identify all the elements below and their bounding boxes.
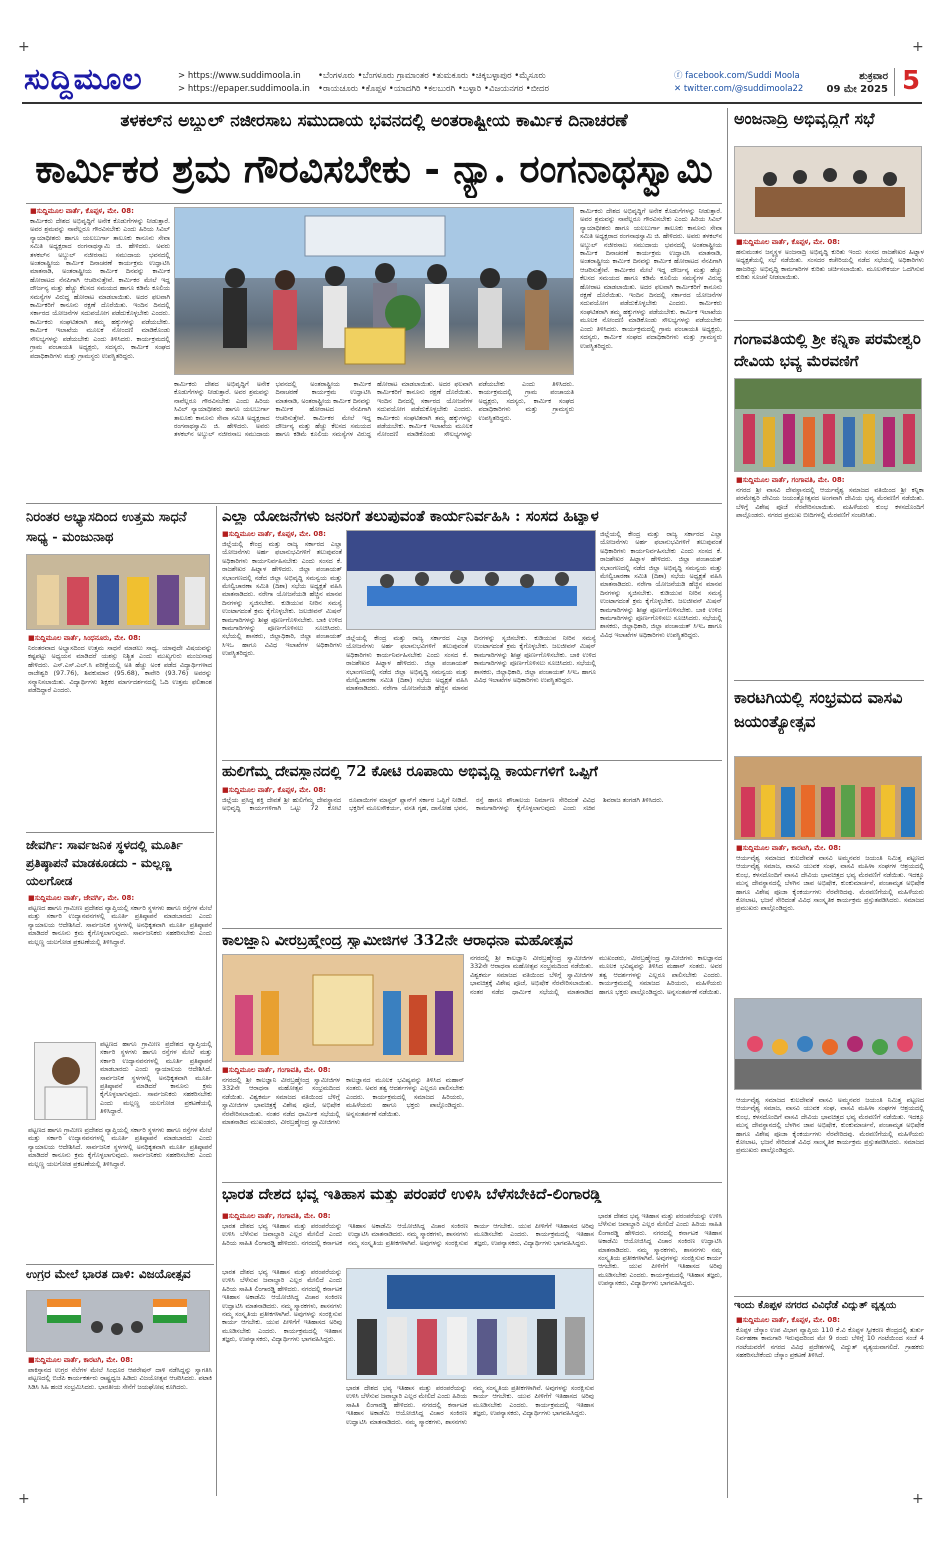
twitter-link[interactable] (674, 83, 804, 96)
right-vasavi-headline: ಕಾರಟಗಿಯಲ್ಲಿ ಸಂಭ್ರಮದ ವಾಸವಿ ಜಯಂತ್ಯೋತ್ಸವ (734, 688, 903, 731)
right-vasavi-byline: ■ಸುದ್ದಿಮೂಲ ವಾರ್ತೆ, ಕಾರಟಗಿ, ಮೇ. 08: (736, 844, 841, 852)
left-statue-body-wrap: ಪಟ್ಟಣದ ಹಾಗೂ ಗ್ರಾಮೀಣ ಪ್ರದೇಶದ ವ್ಯಾಪ್ತಿಯಲ್ಲಿ ಸರ್ಕಾರಿ ಸ್ಥಳಗಳು ಹಾಗೂ ರಸ್ತೆಗಳ ಮೇಲೆ ಮತ್ತು ಸರ್ಕಾರಿ ಉದ್ಯಾನವನಗಳಲ್ಲಿ ಮೂರ್ತಿ ಪ್ರತಿಷ್ಠಾಪನೆ ಮಾಡಬಾರದು ಎಂದು ನ್ಯಾಯಾಲಯ ಆದೇಶಿಸಿದೆ. ಸಾರ್ವಜನಿಕ ಸ್ಥಳಗಳಲ್ಲಿ ಅನಧಿಕೃತವಾಗಿ ಮೂರ್ತಿ ಪ್ರತಿಷ್ಠಾಪನೆ ಮಾಡಿದರೆ ಕಾನೂನು ಕ್ರಮ ಕೈಗೊಳ್ಳಲಾಗುವುದು. ಸಾರ್ವಜನಿಕರು ಸಹಕರಿಸಬೇಕು ಎಂದು ಮಲ್ಲಣ್ಣ ಯಲಗೋಡ ಪ್ರಕಟಣೆಯಲ್ಲಿ ತಿಳಿಸಿದ್ದಾರೆ. (100, 1040, 212, 1116)
seminar-image (347, 1269, 594, 1380)
mid-kalajnani-text: ನಗರದಲ್ಲಿ ಶ್ರೀ ಕಾಲಜ್ಞಾನಿ ವೀರಬ್ರಹ್ಮೇಂದ್ರ ಸ್ವಾಮೀಜಿಗಳ 332ನೇ ಆರಾಧನಾ ಮಹೋತ್ಸವ ಸಂಭ್ರಮದಿಂದ ನಡೆಯಿತು. ವಿಶ್ವಕರ್ಮ ಸಮಾಜದ ವತಿಯಿಂದ ಬೆಳಿಗ್ಗೆ ಸ್ವಾಮೀಜಿಗಳ ಭಾವಚಿತ್ರಕ್ಕೆ ವಿಶೇಷ ಪೂಜೆ, ಅಭಿಷೇಕ ನೆರವೇರಿಸಲಾಯಿತು. ನಂತರ ನಡೆದ ಧಾರ್ಮಿಕ ಸಭೆಯಲ್ಲಿ ಮಾತನಾಡಿದ ಮುಖಂಡರು, ವೀರಬ್ರಹ್ಮೇಂದ್ರ ಸ್ವಾಮೀಜಿಗಳು ಕಾಲಜ್ಞಾನದ ಮೂಲಕ ಭವಿಷ್ಯವನ್ನು ತಿಳಿಸಿದ ಮಹಾನ್ ಸಂತರು. ಅವರ ತತ್ವ ಆದರ್ಶಗಳನ್ನು ಎಲ್ಲರೂ ಪಾಲಿಸಬೇಕು ಎಂದರು. ಕಾರ್ಯಕ್ರಮದಲ್ಲಿ ಸಮಾಜದ ಹಿರಿಯರು, ಮಹಿಳೆಯರು ಹಾಗೂ ಭಕ್ತರು ಪಾಲ್ಗೊಂಡಿದ್ದರು. ಅನ್ನಸಂತರ್ಪಣೆ ನಡೆಯಿತು. (222, 1076, 464, 1127)
left-study-body: ನಿರಂತರವಾದ ಅಭ್ಯಾಸದಿಂದ ಉತ್ತಮ ಸಾಧನೆ ಮಾಡಲು ಸಾಧ್ಯ. ಯಾವುದೇ ವಿಷಯವನ್ನು ಕಷ್ಟಪಟ್ಟು ಅಧ್ಯಯನ ಮಾಡಿದರೆ ಯಶಸ್ಸು ನಿಶ್ಚಿತ ಎಂದು ಮುಖ್ಯಗುರು ಮಂಜುನಾಥ ಹೇಳಿದರು. ಎಸ್.ಎಸ್.ಎಲ್.ಸಿ ಪರೀಕ್ಷೆಯಲ್ಲಿ ಅತಿ ಹೆಚ್ಚು ಅಂಕ ಪಡೆದ ವಿದ್ಯಾರ್ಥಿಗಳಾದ ರಾಜೇಶ್ವರಿ (97.76), ಶಿವಕುಮಾರ (95.68), ಕಾವೇರಿ (93.76) ಅವರನ್ನು ಸನ್ಮಾನಿಸಲಾಯಿತು. ವಿದ್ಯಾರ್ಥಿಗಳು ಶಿಕ್ಷಕರ ಮಾರ್ಗದರ್ಶನದಲ್ಲಿ ಓದಿ ಉತ್ತಮ ಫಲಿತಾಂಶ ಪಡೆದಿದ್ದಾರೆ ಎಂದರು. (28, 644, 212, 695)
registration-mark: + (912, 1491, 924, 1507)
disha-photo (346, 530, 596, 630)
divider (734, 680, 924, 681)
divider (26, 503, 722, 504)
right-top-headline: ಅಂಜನಾದ್ರಿ ಅಭಿವೃದ್ಧಿಗೆ ಸಭೆ (734, 110, 875, 128)
mid-bharata-headline: ಭಾರತ ದೇಶದ ಭವ್ಯ ಇತಿಹಾಸ ಮತ್ತು ಪರಂಪರೆ ಉಳಿಸಿ ಬೆಳೆಸಬೇಕಿದೆ-ಲಿಂಗಾರಡ್ಡಿ (222, 1186, 602, 1203)
mid-bharata-body-continued: ಭಾರತ ದೇಶದ ಭವ್ಯ ಇತಿಹಾಸ ಮತ್ತು ಪರಂಪರೆಯನ್ನು ಉಳಿಸಿ ಬೆಳೆಸುವ ಜವಾಬ್ದಾರಿ ಎಲ್ಲರ ಮೇಲಿದೆ ಎಂದು ಹಿರಿಯ ಸಾಹಿತಿ ಲಿಂಗಾರಡ್ಡಿ ಹೇಳಿದರು. ನಗರದಲ್ಲಿ ಕರ್ನಾಟಕ ಇತಿಹಾಸ ಅಕಾಡೆಮಿ ಆಯೋಜಿಸಿದ್ದ ವಿಚಾರ ಸಂಕಿರಣ ಉದ್ಘಾಟಿಸಿ ಮಾತನಾಡಿದರು. ನಮ್ಮ ಸ್ಮಾರಕಗಳು, ಶಾಸನಗಳು ನಮ್ಮ ಸಂಸ್ಕೃತಿಯ ಪ್ರತೀಕಗಳಾಗಿವೆ. ಅವುಗಳನ್ನು ಸಂರಕ್ಷಿಸುವ ಕಾರ್ಯ ಆಗಬೇಕು. ಯುವ ಪೀಳಿಗೆಗೆ ಇತಿಹಾಸದ ಅರಿವು ಮೂಡಿಸಬೇಕು ಎಂದರು. ಕಾರ್ಯಕ್ರಮದಲ್ಲಿ ಇತಿಹಾಸ ತಜ್ಞರು, ಉಪನ್ಯಾಸಕರು, ವಿದ್ಯಾರ್ಥಿಗಳು ಭಾಗವಹಿಸಿದ್ದರು. (222, 1268, 342, 1344)
lead-photo (174, 207, 574, 375)
lead-kicker: ತಳಕಲ್‌ನ ಅಬ್ದುಲ್ ನಜೀರಸಾಬ ಸಮುದಾಯ ಭವನದಲ್ಲಿ ಅಂತರಾಷ್ಟ್ರೀಯ ಕಾರ್ಮಿಕ ದಿನಾಚರಣೆ (120, 112, 628, 131)
mid-yojane-byline: ■ಸುದ್ದಿಮೂಲ ವಾರ್ತೆ, ಕೊಪ್ಪಳ, ಮೇ. 08: (222, 530, 326, 538)
puja-image (223, 955, 464, 1062)
website-link[interactable]: > https://www.suddimoola.in (178, 71, 301, 81)
left-flag-byline: ■ಸುದ್ದಿಮೂಲ ವಾರ್ತೆ, ಕಾರಟಗಿ, ಮೇ. 08: (28, 1356, 133, 1364)
mid-yojane-headline: ಎಲ್ಲಾ ಯೋಜನೆಗಳು ಜನರಿಗೆ ತಲುಪುವಂತೆ ಕಾರ್ಯನಿರ್ವಹಿಸಿ : ಸಂಸದ ಹಿಟ್ನಾಳ (222, 508, 599, 525)
mid-bharata-body-column: ಭಾರತ ದೇಶದ ಭವ್ಯ ಇತಿಹಾಸ ಮತ್ತು ಪರಂಪರೆಯನ್ನು ಉಳಿಸಿ ಬೆಳೆಸುವ ಜವಾಬ್ದಾರಿ ಎಲ್ಲರ ಮೇಲಿದೆ ಎಂದು ಹಿರಿಯ ಸಾಹಿತಿ ಲಿಂಗಾರಡ್ಡಿ ಹೇಳಿದರು. ನಗರದಲ್ಲಿ ಕರ್ನಾಟಕ ಇತಿಹಾಸ ಅಕಾಡೆಮಿ ಆಯೋಜಿಸಿದ್ದ ವಿಚಾರ ಸಂಕಿರಣ ಉದ್ಘಾಟಿಸಿ ಮಾತನಾಡಿದರು. ನಮ್ಮ ಸ್ಮಾರಕಗಳು, ಶಾಸನಗಳು ನಮ್ಮ ಸಂಸ್ಕೃತಿಯ ಪ್ರತೀಕಗಳಾಗಿವೆ. ಅವುಗಳನ್ನು ಸಂರಕ್ಷಿಸುವ ಕಾರ್ಯ ಆಗಬೇಕು. ಯುವ ಪೀಳಿಗೆಗೆ ಇತಿಹಾಸದ ಅರಿವು ಮೂಡಿಸಬೇಕು ಎಂದರು. ಕಾರ್ಯಕ್ರಮದಲ್ಲಿ ಇತಿಹಾಸ ತಜ್ಞರು, ಉಪನ್ಯಾಸಕರು, ವಿದ್ಯಾರ್ಥಿಗಳು ಭಾಗವಹಿಸಿದ್ದರು. (598, 1212, 722, 1288)
divider (26, 1264, 214, 1265)
district-tags-row: •ಬೆಂಗಳೂರು •ಬೆಂಗಳೂರು ಗ್ರಾಮಾಂತರ •ತುಮಕೂರು •ಚಿಕ್ಕಬಳ್ಳಾಪುರ •ಮೈಸೂರು (318, 71, 546, 81)
left-statue-body: ಪಟ್ಟಣದ ಹಾಗೂ ಗ್ರಾಮೀಣ ಪ್ರದೇಶದ ವ್ಯಾಪ್ತಿಯಲ್ಲಿ ಸರ್ಕಾರಿ ಸ್ಥಳಗಳು ಹಾಗೂ ರಸ್ತೆಗಳ ಮೇಲೆ ಮತ್ತು ಸರ್ಕಾರಿ ಉದ್ಯಾನವನಗಳಲ್ಲಿ ಮೂರ್ತಿ ಪ್ರತಿಷ್ಠಾಪನೆ ಮಾಡಬಾರದು ಎಂದು ನ್ಯಾಯಾಲಯ ಆದೇಶಿಸಿದೆ. ಸಾರ್ವಜನಿಕ ಸ್ಥಳಗಳಲ್ಲಿ ಅನಧಿಕೃತವಾಗಿ ಮೂರ್ತಿ ಪ್ರತಿಷ್ಠಾಪನೆ ಮಾಡಿದರೆ ಕಾನೂನು ಕ್ರಮ ಕೈಗೊಳ್ಳಲಾಗುವುದು. ಸಾರ್ವಜನಿಕರು ಸಹಕರಿಸಬೇಕು ಎಂದು ಮಲ್ಲಣ್ಣ ಯಲಗೋಡ ಪ್ರಕಟಣೆಯಲ್ಲಿ ತಿಳಿಸಿದ್ದಾರೆ. (28, 904, 212, 946)
students-image (27, 555, 210, 630)
right-mid-byline: ■ಸುದ್ದಿಮೂಲ ವಾರ್ತೆ, ಗಂಗಾವತಿ, ಮೇ. 08: (736, 476, 845, 484)
right-top-byline: ■ಸುದ್ದಿಮೂಲ ವಾರ್ತೆ, ಕೊಪ್ಪಳ, ಮೇ. 08: (736, 238, 840, 246)
mid-bharata-body (222, 1222, 594, 1264)
procession-photo (734, 378, 922, 472)
meeting-photo (734, 146, 922, 234)
flag-photo (26, 1290, 210, 1352)
dance-photo (734, 998, 922, 1090)
column-divider (727, 108, 728, 1498)
people-photo (175, 208, 574, 375)
divider (734, 1296, 924, 1297)
seminar-photo (346, 1268, 594, 1380)
lead-body-text: ಕಾರ್ಮಿಕರು ದೇಶದ ಅಭಿವೃದ್ಧಿಗೆ ಅನೇಕ ಕೊಡುಗೆಗಳನ್ನು ನೀಡುತ್ತಾರೆ. ಅವರ ಶ್ರಮವನ್ನು ನಾವೆಲ್ಲರೂ ಗೌರವಿಸಬೇಕು ಎಂದು ಹಿರಿಯ ಸಿವಿಲ್ ನ್ಯಾಯಾಧೀಶರು ಹಾಗೂ ಯಲಬುರ್ಗಾ ತಾಲೂಕು ಕಾನೂನು ಸೇವಾ ಸಮಿತಿ ಅಧ್ಯಕ್ಷರಾದ ರಂಗನಾಥಸ್ವಾಮಿ ಜಿ. ಹೇಳಿದರು. ಅವರು ತಳಕಲ್‌ನ ಅಬ್ದುಲ್ ನಜೀರಸಾಬ ಸಮುದಾಯ ಭವನದಲ್ಲಿ ಅಂತರಾಷ್ಟ್ರೀಯ ಕಾರ್ಮಿಕ ದಿನಾಚರಣೆ ಕಾರ್ಯಕ್ರಮ ಉದ್ಘಾಟಿಸಿ ಮಾತನಾಡಿ, ಅಂತರಾಷ್ಟ್ರೀಯ ಕಾರ್ಮಿಕ ದಿನವನ್ನು ಕಾರ್ಮಿಕ ಹೋರಾಟದ ನೆನಪಿಗಾಗಿ ಆಚರಿಸುತ್ತೇವೆ. ಕಾರ್ಮಿಕರ ಮೇಲೆ ಇದ್ದ ದೌರ್ಜನ್ಯ ಮತ್ತು ಹೆಚ್ಚು ಕೆಲಸದ ಸಮಯದ ಹಾಗೂ ಕಡಿಮೆ ಕೂಲಿಯ ಸಮಸ್ಯೆಗಳ ವಿರುದ್ಧ ಹೋರಾಟ ಮಾಡಲಾಯಿತು. ಅದರ ಫಲವಾಗಿ ಕಾರ್ಮಿಕರಿಗೆ ಕಾನೂನು ರಕ್ಷಣೆ ದೊರೆಯಿತು. ಇಂದಿನ ದಿನದಲ್ಲಿ ಸರ್ಕಾರದ ಯೋಜನೆಗಳ ಸದುಪಯೋಗ ಪಡೆದುಕೊಳ್ಳಬೇಕು ಎಂದರು. ಕಾರ್ಮಿಕರು ಸಂಘಟಿತರಾಗಿ ತಮ್ಮ ಹಕ್ಕುಗಳನ್ನು ಪಡೆಯಬೇಕು. ಕಾರ್ಮಿಕ ಇಲಾಖೆಯ ಮೂಲಕ ನೋಂದಣಿ ಮಾಡಿಕೊಂಡು ಸೌಲಭ್ಯಗಳನ್ನು ಪಡೆಯಬೇಕು ಎಂದು ತಿಳಿಸಿದರು. ಕಾರ್ಯಕ್ರಮದಲ್ಲಿ ಗ್ರಾಮ ಪಂಚಾಯತಿ ಅಧ್ಯಕ್ಷರು, ಸದಸ್ಯರು, ಕಾರ್ಮಿಕ ಸಂಘದ ಪದಾಧಿಕಾರಿಗಳು ಮತ್ತು ಗ್ರಾಮಸ್ಥರು ಉಪಸ್ಥಿತರಿದ್ದರು. (580, 207, 722, 350)
mid-huligemma-body (222, 796, 722, 924)
right-bottom-byline: ■ಸುದ್ದಿಮೂಲ ವಾರ್ತೆ, ಕೊಪ್ಪಳ, ಮೇ. 08: (736, 1316, 840, 1324)
mid-kalajnani-headline: ಕಾಲಜ್ಞಾನಿ ವೀರಬ್ರಹ್ಮೇಂದ್ರ ಸ್ವಾಮೀಜಿಗಳ 332ನೇ ಆರಾಧನಾ ಮಹೋತ್ಸವ (222, 932, 573, 949)
dateline (802, 70, 888, 96)
mid-yojane-text: ಜಿಲ್ಲೆಯಲ್ಲಿ ಕೇಂದ್ರ ಮತ್ತು ರಾಜ್ಯ ಸರ್ಕಾರದ ಎಲ್ಲಾ ಯೋಜನೆಗಳು ಅರ್ಹ ಫಲಾನುಭವಿಗಳಿಗೆ ತಲುಪುವಂತೆ ಅಧಿಕಾರಿಗಳು ಕಾರ್ಯನಿರ್ವಹಿಸಬೇಕು ಎಂದು ಸಂಸದ ಕೆ. ರಾಜಶೇಖರ ಹಿಟ್ನಾಳ ಹೇಳಿದರು. ಜಿಲ್ಲಾ ಪಂಚಾಯತ್ ಸಭಾಂಗಣದಲ್ಲಿ ನಡೆದ ಜಿಲ್ಲಾ ಅಭಿವೃದ್ಧಿ ಸಮನ್ವಯ ಮತ್ತು ಮೇಲ್ವಿಚಾರಣಾ ಸಮಿತಿ (ದಿಶಾ) ಸಭೆಯ ಅಧ್ಯಕ್ಷತೆ ವಹಿಸಿ ಮಾತನಾಡಿದರು. ನರೇಗಾ ಯೋಜನೆಯಡಿ ಹೆಚ್ಚಿನ ಮಾನವ ದಿನಗಳನ್ನು ಸೃಜಿಸಬೇಕು. ಕುಡಿಯುವ ನೀರಿನ ಸಮಸ್ಯೆ ಉಂಟಾಗದಂತೆ ಕ್ರಮ ಕೈಗೊಳ್ಳಬೇಕು. ಜಲಜೀವನ್ ಮಿಷನ್ ಕಾಮಗಾರಿಗಳನ್ನು ಶೀಘ್ರ ಪೂರ್ಣಗೊಳಿಸಬೇಕು. ಬಾಕಿ ಉಳಿದ ಕಾಮಗಾರಿಗಳನ್ನು ಪೂರ್ಣಗೊಳಿಸಲು ಸೂಚಿಸಿದರು. ಸಭೆಯಲ್ಲಿ ಶಾಸಕರು, ಜಿಲ್ಲಾಧಿಕಾರಿ, ಜಿಲ್ಲಾ ಪಂಚಾಯತ್ ಸಿಇಒ ಹಾಗೂ ವಿವಿಧ ಇಲಾಖೆಗಳ ಅಧಿಕಾರಿಗಳು ಉಪಸ್ಥಿತರಿದ್ದರು. (346, 634, 596, 693)
divider (222, 760, 722, 761)
flag-image (27, 1291, 210, 1352)
left-statue-headline: ಜೇವರ್ಗಿ: ಸಾರ್ವಜನಿಕ ಸ್ಥಳದಲ್ಲಿ ಮೂರ್ತಿ ಪ್ರತಿಷ್ಠಾಪನೆ ಮಾಡಕೂಡದು - ಮಲ್ಲಣ್ಣ ಯಲಗೋಡ (26, 838, 183, 888)
mid-huligemma-headline: ಹುಲಿಗೆಮ್ಮ ದೇವಸ್ಥಾನದಲ್ಲಿ 72 ಕೋಟಿ ರೂಪಾಯಿ ಅಭಿವೃದ್ಧಿ ಕಾರ್ಯಗಳಿಗೆ ಒಪ್ಪಿಗೆ (222, 764, 598, 780)
mid-bharata-text: ಭಾರತ ದೇಶದ ಭವ್ಯ ಇತಿಹಾಸ ಮತ್ತು ಪರಂಪರೆಯನ್ನು ಉಳಿಸಿ ಬೆಳೆಸುವ ಜವಾಬ್ದಾರಿ ಎಲ್ಲರ ಮೇಲಿದೆ ಎಂದು ಹಿರಿಯ ಸಾಹಿತಿ ಲಿಂಗಾರಡ್ಡಿ ಹೇಳಿದರು. ನಗರದಲ್ಲಿ ಕರ್ನಾಟಕ ಇತಿಹಾಸ ಅಕಾಡೆಮಿ ಆಯೋಜಿಸಿದ್ದ ವಿಚಾರ ಸಂಕಿರಣ ಉದ್ಘಾಟಿಸಿ ಮಾತನಾಡಿದರು. ನಮ್ಮ ಸ್ಮಾರಕಗಳು, ಶಾಸನಗಳು ನಮ್ಮ ಸಂಸ್ಕೃತಿಯ ಪ್ರತೀಕಗಳಾಗಿವೆ. ಅವುಗಳನ್ನು ಸಂರಕ್ಷಿಸುವ ಕಾರ್ಯ ಆಗಬೇಕು. ಯುವ ಪೀಳಿಗೆಗೆ ಇತಿಹಾಸದ ಅರಿವು ಮೂಡಿಸಬೇಕು ಎಂದರು. ಕಾರ್ಯಕ್ರಮದಲ್ಲಿ ಇತಿಹಾಸ ತಜ್ಞರು, ಉಪನ್ಯಾಸಕರು, ವಿದ್ಯಾರ್ಥಿಗಳು ಭಾಗವಹಿಸಿದ್ದರು. (346, 1384, 594, 1426)
mid-bharata-body-under-photo (346, 1384, 594, 1492)
dance-image (735, 999, 922, 1090)
divider (222, 928, 722, 929)
mid-yojane-body-column: ಜಿಲ್ಲೆಯಲ್ಲಿ ಕೇಂದ್ರ ಮತ್ತು ರಾಜ್ಯ ಸರ್ಕಾರದ ಎಲ್ಲಾ ಯೋಜನೆಗಳು ಅರ್ಹ ಫಲಾನುಭವಿಗಳಿಗೆ ತಲುಪುವಂತೆ ಅಧಿಕಾರಿಗಳು ಕಾರ್ಯನಿರ್ವಹಿಸಬೇಕು ಎಂದು ಸಂಸದ ಕೆ. ರಾಜಶೇಖರ ಹಿಟ್ನಾಳ ಹೇಳಿದರು. ಜಿಲ್ಲಾ ಪಂಚಾಯತ್ ಸಭಾಂಗಣದಲ್ಲಿ ನಡೆದ ಜಿಲ್ಲಾ ಅಭಿವೃದ್ಧಿ ಸಮನ್ವಯ ಮತ್ತು ಮೇಲ್ವಿಚಾರಣಾ ಸಮಿತಿ (ದಿಶಾ) ಸಭೆಯ ಅಧ್ಯಕ್ಷತೆ ವಹಿಸಿ ಮಾತನಾಡಿದರು. ನರೇಗಾ ಯೋಜನೆಯಡಿ ಹೆಚ್ಚಿನ ಮಾನವ ದಿನಗಳನ್ನು ಸೃಜಿಸಬೇಕು. ಕುಡಿಯುವ ನೀರಿನ ಸಮಸ್ಯೆ ಉಂಟಾಗದಂತೆ ಕ್ರಮ ಕೈಗೊಳ್ಳಬೇಕು. ಜಲಜೀವನ್ ಮಿಷನ್ ಕಾಮಗಾರಿಗಳನ್ನು ಶೀಘ್ರ ಪೂರ್ಣಗೊಳಿಸಬೇಕು. ಬಾಕಿ ಉಳಿದ ಕಾಮಗಾರಿಗಳನ್ನು ಪೂರ್ಣಗೊಳಿಸಲು ಸೂಚಿಸಿದರು. ಸಭೆಯಲ್ಲಿ ಶಾಸಕರು, ಜಿಲ್ಲಾಧಿಕಾರಿ, ಜಿಲ್ಲಾ ಪಂಚಾಯತ್ ಸಿಇಒ ಹಾಗೂ ವಿವಿಧ ಇಲಾಖೆಗಳ ಅಧಿಕಾರಿಗಳು ಉಪಸ್ಥಿತರಿದ್ದರು. (600, 530, 722, 639)
social-links (674, 70, 804, 96)
left-flag-headline: ಉಗ್ರರ ಮೇಲೆ ಭಾರತ ದಾಳಿ: ವಿಜಯೋತ್ಸವ (26, 1268, 191, 1281)
lead-body-continued (174, 380, 574, 500)
portrait-image (35, 1043, 96, 1120)
lead-body-text: ಕಾರ್ಮಿಕರು ದೇಶದ ಅಭಿವೃದ್ಧಿಗೆ ಅನೇಕ ಕೊಡುಗೆಗಳನ್ನು ನೀಡುತ್ತಾರೆ. ಅವರ ಶ್ರಮವನ್ನು ನಾವೆಲ್ಲರೂ ಗೌರವಿಸಬೇಕು ಎಂದು ಹಿರಿಯ ಸಿವಿಲ್ ನ್ಯಾಯಾಧೀಶರು ಹಾಗೂ ಯಲಬುರ್ಗಾ ತಾಲೂಕು ಕಾನೂನು ಸೇವಾ ಸಮಿತಿ ಅಧ್ಯಕ್ಷರಾದ ರಂಗನಾಥಸ್ವಾಮಿ ಜಿ. ಹೇಳಿದರು. ಅವರು ತಳಕಲ್‌ನ ಅಬ್ದುಲ್ ನಜೀರಸಾಬ ಸಮುದಾಯ ಭವನದಲ್ಲಿ ಅಂತರಾಷ್ಟ್ರೀಯ ಕಾರ್ಮಿಕ ದಿನಾಚರಣೆ ಕಾರ್ಯಕ್ರಮ ಉದ್ಘಾಟಿಸಿ ಮಾತನಾಡಿ, ಅಂತರಾಷ್ಟ್ರೀಯ ಕಾರ್ಮಿಕ ದಿನವನ್ನು ಕಾರ್ಮಿಕ ಹೋರಾಟದ ನೆನಪಿಗಾಗಿ ಆಚರಿಸುತ್ತೇವೆ. ಕಾರ್ಮಿಕರ ಮೇಲೆ ಇದ್ದ ದೌರ್ಜನ್ಯ ಮತ್ತು ಹೆಚ್ಚು ಕೆಲಸದ ಸಮಯದ ಹಾಗೂ ಕಡಿಮೆ ಕೂಲಿಯ ಸಮಸ್ಯೆಗಳ ವಿರುದ್ಧ ಹೋರಾಟ ಮಾಡಲಾಯಿತು. ಅದರ ಫಲವಾಗಿ ಕಾರ್ಮಿಕರಿಗೆ ಕಾನೂನು ರಕ್ಷಣೆ ದೊರೆಯಿತು. ಇಂದಿನ ದಿನದಲ್ಲಿ ಸರ್ಕಾರದ ಯೋಜನೆಗಳ ಸದುಪಯೋಗ ಪಡೆದುಕೊಳ್ಳಬೇಕು ಎಂದರು. ಕಾರ್ಮಿಕರು ಸಂಘಟಿತರಾಗಿ ತಮ್ಮ ಹಕ್ಕುಗಳನ್ನು ಪಡೆಯಬೇಕು. ಕಾರ್ಮಿಕ ಇಲಾಖೆಯ ಮೂಲಕ ನೋಂದಣಿ ಮಾಡಿಕೊಂಡು ಸೌಲಭ್ಯಗಳನ್ನು ಪಡೆಯಬೇಕು ಎಂದು ತಿಳಿಸಿದರು. ಕಾರ್ಯಕ್ರಮದಲ್ಲಿ ಗ್ರಾಮ ಪಂಚಾಯತಿ ಅಧ್ಯಕ್ಷರು, ಸದಸ್ಯರು, ಕಾರ್ಮಿಕ ಸಂಘದ ಪದಾಧಿಕಾರಿಗಳು ಮತ್ತು ಗ್ರಾಮಸ್ಥರು ಉಪಸ್ಥಿತರಿದ್ದರು. (174, 380, 574, 439)
masthead-logo: ಸುದ್ದಿಮೂಲ (24, 62, 143, 97)
disha-image (347, 531, 596, 630)
mid-yojane-body: ಜಿಲ್ಲೆಯಲ್ಲಿ ಕೇಂದ್ರ ಮತ್ತು ರಾಜ್ಯ ಸರ್ಕಾರದ ಎಲ್ಲಾ ಯೋಜನೆಗಳು ಅರ್ಹ ಫಲಾನುಭವಿಗಳಿಗೆ ತಲುಪುವಂತೆ ಅಧಿಕಾರಿಗಳು ಕಾರ್ಯನಿರ್ವಹಿಸಬೇಕು ಎಂದು ಸಂಸದ ಕೆ. ರಾಜಶೇಖರ ಹಿಟ್ನಾಳ ಹೇಳಿದರು. ಜಿಲ್ಲಾ ಪಂಚಾಯತ್ ಸಭಾಂಗಣದಲ್ಲಿ ನಡೆದ ಜಿಲ್ಲಾ ಅಭಿವೃದ್ಧಿ ಸಮನ್ವಯ ಮತ್ತು ಮೇಲ್ವಿಚಾರಣಾ ಸಮಿತಿ (ದಿಶಾ) ಸಭೆಯ ಅಧ್ಯಕ್ಷತೆ ವಹಿಸಿ ಮಾತನಾಡಿದರು. ನರೇಗಾ ಯೋಜನೆಯಡಿ ಹೆಚ್ಚಿನ ಮಾನವ ದಿನಗಳನ್ನು ಸೃಜಿಸಬೇಕು. ಕುಡಿಯುವ ನೀರಿನ ಸಮಸ್ಯೆ ಉಂಟಾಗದಂತೆ ಕ್ರಮ ಕೈಗೊಳ್ಳಬೇಕು. ಜಲಜೀವನ್ ಮಿಷನ್ ಕಾಮಗಾರಿಗಳನ್ನು ಶೀಘ್ರ ಪೂರ್ಣಗೊಳಿಸಬೇಕು. ಬಾಕಿ ಉಳಿದ ಕಾಮಗಾರಿಗಳನ್ನು ಪೂರ್ಣಗೊಳಿಸಲು ಸೂಚಿಸಿದರು. ಸಭೆಯಲ್ಲಿ ಶಾಸಕರು, ಜಿಲ್ಲಾಧಿಕಾರಿ, ಜಿಲ್ಲಾ ಪಂಚಾಯತ್ ಸಿಇಒ ಹಾಗೂ ವಿವಿಧ ಇಲಾಖೆಗಳ ಅಧಿಕಾರಿಗಳು ಉಪಸ್ಥಿತರಿದ್ದರು. (222, 540, 342, 658)
left-statue-byline: ■ಸುದ್ದಿಮೂಲ ವಾರ್ತೆ, ಜೇವರ್ಗಿ, ಮೇ. 08: (28, 894, 135, 902)
district-tags-row: •ರಾಯಚೂರು •ಕೊಪ್ಪಳ •ಯಾದಗಿರಿ •ಕಲಬುರಗಿ •ಬಳ್ಳಾರಿ •ವಿಜಯನಗರ •ಬೀದರ (318, 84, 549, 94)
procession-image (735, 379, 922, 472)
epaper-link[interactable]: > https://epaper.suddimoola.in (178, 84, 310, 94)
mid-kalajnani-text: ನಗರದಲ್ಲಿ ಶ್ರೀ ಕಾಲಜ್ಞಾನಿ ವೀರಬ್ರಹ್ಮೇಂದ್ರ ಸ್ವಾಮೀಜಿಗಳ 332ನೇ ಆರಾಧನಾ ಮಹೋತ್ಸವ ಸಂಭ್ರಮದಿಂದ ನಡೆಯಿತು. ವಿಶ್ವಕರ್ಮ ಸಮಾಜದ ವತಿಯಿಂದ ಬೆಳಿಗ್ಗೆ ಸ್ವಾಮೀಜಿಗಳ ಭಾವಚಿತ್ರಕ್ಕೆ ವಿಶೇಷ ಪೂಜೆ, ಅಭಿಷೇಕ ನೆರವೇರಿಸಲಾಯಿತು. ನಂತರ ನಡೆದ ಧಾರ್ಮಿಕ ಸಭೆಯಲ್ಲಿ ಮಾತನಾಡಿದ ಮುಖಂಡರು, ವೀರಬ್ರಹ್ಮೇಂದ್ರ ಸ್ವಾಮೀಜಿಗಳು ಕಾಲಜ್ಞಾನದ ಮೂಲಕ ಭವಿಷ್ಯವನ್ನು ತಿಳಿಸಿದ ಮಹಾನ್ ಸಂತರು. ಅವರ ತತ್ವ ಆದರ್ಶಗಳನ್ನು ಎಲ್ಲರೂ ಪಾಲಿಸಬೇಕು ಎಂದರು. ಕಾರ್ಯಕ್ರಮದಲ್ಲಿ ಸಮಾಜದ ಹಿರಿಯರು, ಮಹಿಳೆಯರು ಹಾಗೂ ಭಕ್ತರು ಪಾಲ್ಗೊಂಡಿದ್ದರು. ಅನ್ನಸಂತರ್ಪಣೆ ನಡೆಯಿತು. (470, 954, 722, 996)
puja-photo (222, 954, 464, 1062)
mid-huligemma-byline: ■ಸುದ್ದಿಮೂಲ ವಾರ್ತೆ, ಕೊಪ್ಪಳ, ಮೇ. 08: (222, 786, 326, 794)
left-study-byline: ■ಸುದ್ದಿಮೂಲ ವಾರ್ತೆ, ಸಿಂಧನೂರು, ಮೇ. 08: (28, 634, 141, 642)
divider (222, 1182, 722, 1183)
left-flag-body: ಪಾಕಿಸ್ತಾನದ ಉಗ್ರರ ನೆಲೆಗಳ ಮೇಲೆ ಸಿಂಧೂರ ಆಪರೇಷನ್ ದಾಳಿ ನಡೆಸಿದ್ದನ್ನು ಸ್ವಾಗತಿಸಿ ಪಟ್ಟಣದಲ್ಲಿ ಬಿಜೆಪಿ ಕಾರ್ಯಕರ್ತರು ರಾಷ್ಟ್ರಧ್ವಜ ಹಿಡಿದು ವಿಜಯೋತ್ಸವ ಆಚರಿಸಿದರು. ಪಟಾಕಿ ಸಿಡಿಸಿ ಸಿಹಿ ಹಂಚಿ ಸಂಭ್ರಮಿಸಿದರು. ಭಾರತೀಯ ಸೇನೆಗೆ ಜಯಘೋಷ ಕೂಗಿದರು. (28, 1366, 212, 1391)
vasavi-image (735, 757, 922, 840)
meeting-image (735, 147, 922, 234)
page-number: 5 (902, 66, 921, 96)
left-statue-body-continued: ಪಟ್ಟಣದ ಹಾಗೂ ಗ್ರಾಮೀಣ ಪ್ರದೇಶದ ವ್ಯಾಪ್ತಿಯಲ್ಲಿ ಸರ್ಕಾರಿ ಸ್ಥಳಗಳು ಹಾಗೂ ರಸ್ತೆಗಳ ಮೇಲೆ ಮತ್ತು ಸರ್ಕಾರಿ ಉದ್ಯಾನವನಗಳಲ್ಲಿ ಮೂರ್ತಿ ಪ್ರತಿಷ್ಠಾಪನೆ ಮಾಡಬಾರದು ಎಂದು ನ್ಯಾಯಾಲಯ ಆದೇಶಿಸಿದೆ. ಸಾರ್ವಜನಿಕ ಸ್ಥಳಗಳಲ್ಲಿ ಅನಧಿಕೃತವಾಗಿ ಮೂರ್ತಿ ಪ್ರತಿಷ್ಠಾಪನೆ ಮಾಡಿದರೆ ಕಾನೂನು ಕ್ರಮ ಕೈಗೊಳ್ಳಲಾಗುವುದು. ಸಾರ್ವಜನಿಕರು ಸಹಕರಿಸಬೇಕು ಎಂದು ಮಲ್ಲಣ್ಣ ಯಲಗೋಡ ಪ್ರಕಟಣೆಯಲ್ಲಿ ತಿಳಿಸಿದ್ದಾರೆ. (28, 1126, 212, 1168)
mid-yojane-body-continued (346, 634, 596, 756)
mid-huligemma-text: ಜಿಲ್ಲೆಯ ಪ್ರಸಿದ್ಧ ಶಕ್ತಿ ದೇವತೆ ಶ್ರೀ ಹುಲಿಗೆಮ್ಮ ದೇವಸ್ಥಾನದ ಅಭಿವೃದ್ಧಿ ಕಾರ್ಯಗಳಿಗಾಗಿ ಒಟ್ಟು 72 ಕೋಟಿ ರೂಪಾಯಿಗಳ ಮಾಸ್ಟರ್ ಪ್ಲಾನ್‌ಗೆ ಸರ್ಕಾರ ಒಪ್ಪಿಗೆ ನೀಡಿದೆ. ಭಕ್ತರಿಗೆ ಮೂಲಸೌಕರ್ಯ, ವಸತಿ ಗೃಹ, ದಾಸೋಹ ಭವನ, ರಸ್ತೆ ಹಾಗೂ ಶೌಚಾಲಯ ನಿರ್ಮಾಣ ಸೇರಿದಂತೆ ವಿವಿಧ ಕಾಮಗಾರಿಗಳನ್ನು ಕೈಗೊಳ್ಳಲಾಗುವುದು ಎಂದು ಸಚಿವ ಶಿವರಾಜ ತಂಗಡಗಿ ತಿಳಿಸಿದರು. (222, 796, 664, 813)
date: 09 ಮೇ 2025 (826, 84, 888, 95)
facebook-link[interactable] (674, 70, 804, 83)
mid-bharata-byline: ■ಸುದ್ದಿಮೂಲ ವಾರ್ತೆ, ಗಂಗಾವತಿ, ಮೇ. 08: (222, 1212, 331, 1220)
lead-byline: ■ಸುದ್ದಿಮೂಲ ವಾರ್ತೆ, ಕೊಪ್ಪಳ, ಮೇ. 08: (30, 207, 134, 215)
mid-bharata-text: ಭಾರತ ದೇಶದ ಭವ್ಯ ಇತಿಹಾಸ ಮತ್ತು ಪರಂಪರೆಯನ್ನು ಉಳಿಸಿ ಬೆಳೆಸುವ ಜವಾಬ್ದಾರಿ ಎಲ್ಲರ ಮೇಲಿದೆ ಎಂದು ಹಿರಿಯ ಸಾಹಿತಿ ಲಿಂಗಾರಡ್ಡಿ ಹೇಳಿದರು. ನಗರದಲ್ಲಿ ಕರ್ನಾಟಕ ಇತಿಹಾಸ ಅಕಾಡೆಮಿ ಆಯೋಜಿಸಿದ್ದ ವಿಚಾರ ಸಂಕಿರಣ ಉದ್ಘಾಟಿಸಿ ಮಾತನಾಡಿದರು. ನಮ್ಮ ಸ್ಮಾರಕಗಳು, ಶಾಸನಗಳು ನಮ್ಮ ಸಂಸ್ಕೃತಿಯ ಪ್ರತೀಕಗಳಾಗಿವೆ. ಅವುಗಳನ್ನು ಸಂರಕ್ಷಿಸುವ ಕಾರ್ಯ ಆಗಬೇಕು. ಯುವ ಪೀಳಿಗೆಗೆ ಇತಿಹಾಸದ ಅರಿವು ಮೂಡಿಸಬೇಕು ಎಂದರು. ಕಾರ್ಯಕ್ರಮದಲ್ಲಿ ಇತಿಹಾಸ ತಜ್ಞರು, ಉಪನ್ಯಾಸಕರು, ವಿದ್ಯಾರ್ಥಿಗಳು ಭಾಗವಹಿಸಿದ್ದರು. (222, 1222, 594, 1247)
divider (26, 203, 722, 204)
registration-mark: + (18, 1491, 30, 1507)
registration-mark: + (18, 39, 30, 55)
day: ಶುಕ್ರವಾರ (859, 71, 888, 82)
mid-kalajnani-byline: ■ಸುದ್ದಿಮೂಲ ವಾರ್ತೆ, ಗಂಗಾವತಿ, ಮೇ. 08: (222, 1066, 331, 1074)
vasavi-photo (734, 756, 922, 840)
facebook-icon: ⓕ (674, 71, 683, 81)
twitter-icon: ✕ (674, 84, 682, 94)
right-vasavi-body-continued: ಆರ್ಯವೈಶ್ಯ ಸಮಾಜದ ಕುಲದೇವತೆ ವಾಸವಿ ಅಮ್ಮನವರ ಜಯಂತಿ ನಿಮಿತ್ತ ಪಟ್ಟಣದ ಆರ್ಯವೈಶ್ಯ ಸಮಾಜ, ವಾಸವಿ ಯುವಕ ಸಂಘ, ವಾಸವಿ ಮಹಿಳಾ ಸಂಘಗಳ ಆಶ್ರಯದಲ್ಲಿ ಕುಂಭ, ಕಳಸದೊಂದಿಗೆ ವಾಸವಿ ದೇವಿಯ ಭಾವಚಿತ್ರದ ಭವ್ಯ ಮೆರವಣಿಗೆ ನಡೆಯಿತು. ಇದಕ್ಕೂ ಮುನ್ನ ದೇವಸ್ಥಾನದಲ್ಲಿ ಬೆಳಗಿನ ಜಾವ ಅಭಿಷೇಕ, ಕುಂಕುಮಾರ್ಚನೆ, ಪಂಚಾಮೃತ ಅಭಿಷೇಕ ಹಾಗೂ ವಿಶೇಷ ಪೂಜಾ ಕೈಂಕರ್ಯಗಳು ನೆರವೇರಿದವು. ಮೆರವಣಿಗೆಯಲ್ಲಿ ಮಹಿಳೆಯರು ಕೋಲಾಟ, ಭಜನೆ ಸೇರಿದಂತೆ ವಿವಿಧ ಸಾಂಸ್ಕೃತಿಕ ಕಾರ್ಯಕ್ರಮ ಪ್ರಸ್ತುತಪಡಿಸಿದರು. ಸಮಾಜದ ಪ್ರಮುಖರು ಪಾಲ್ಗೊಂಡಿದ್ದರು. (736, 1096, 924, 1155)
portrait-photo (34, 1042, 96, 1120)
lead-body-column (580, 207, 722, 500)
right-mid-body: ನಗರದ ಶ್ರೀ ವಾಸವಿ ದೇವಸ್ಥಾನದಲ್ಲಿ ಆರ್ಯವೈಶ್ಯ ಸಮಾಜದ ವತಿಯಿಂದ ಶ್ರೀ ಕನ್ನಿಕಾ ಪರಮೇಶ್ವರಿ ದೇವಿಯ ಜಯಂತ್ಯೋತ್ಸವದ ಅಂಗವಾಗಿ ದೇವಿಯ ಭವ್ಯ ಮೆರವಣಿಗೆ ನಡೆಯಿತು. ಬೆಳಿಗ್ಗೆ ವಿಶೇಷ ಪೂಜೆ ನೆರವೇರಿಸಲಾಯಿತು. ಮಹಿಳೆಯರು ಕುಂಭ ಕಳಸದೊಂದಿಗೆ ಪಾಲ್ಗೊಂಡರು. ನಗರದ ಪ್ರಮುಖ ಬೀದಿಗಳಲ್ಲಿ ಮೆರವಣಿಗೆ ಸಂಚರಿಸಿತು. (736, 486, 924, 520)
lead-body: ಕಾರ್ಮಿಕರು ದೇಶದ ಅಭಿವೃದ್ಧಿಗೆ ಅನೇಕ ಕೊಡುಗೆಗಳನ್ನು ನೀಡುತ್ತಾರೆ. ಅವರ ಶ್ರಮವನ್ನು ನಾವೆಲ್ಲರೂ ಗೌರವಿಸಬೇಕು ಎಂದು ಹಿರಿಯ ಸಿವಿಲ್ ನ್ಯಾಯಾಧೀಶರು ಹಾಗೂ ಯಲಬುರ್ಗಾ ತಾಲೂಕು ಕಾನೂನು ಸೇವಾ ಸಮಿತಿ ಅಧ್ಯಕ್ಷರಾದ ರಂಗನಾಥಸ್ವಾಮಿ ಜಿ. ಹೇಳಿದರು. ಅವರು ತಳಕಲ್‌ನ ಅಬ್ದುಲ್ ನಜೀರಸಾಬ ಸಮುದಾಯ ಭವನದಲ್ಲಿ ಅಂತರಾಷ್ಟ್ರೀಯ ಕಾರ್ಮಿಕ ದಿನಾಚರಣೆ ಕಾರ್ಯಕ್ರಮ ಉದ್ಘಾಟಿಸಿ ಮಾತನಾಡಿ, ಅಂತರಾಷ್ಟ್ರೀಯ ಕಾರ್ಮಿಕ ದಿನವನ್ನು ಕಾರ್ಮಿಕ ಹೋರಾಟದ ನೆನಪಿಗಾಗಿ ಆಚರಿಸುತ್ತೇವೆ. ಕಾರ್ಮಿಕರ ಮೇಲೆ ಇದ್ದ ದೌರ್ಜನ್ಯ ಮತ್ತು ಹೆಚ್ಚು ಕೆಲಸದ ಸಮಯದ ಹಾಗೂ ಕಡಿಮೆ ಕೂಲಿಯ ಸಮಸ್ಯೆಗಳ ವಿರುದ್ಧ ಹೋರಾಟ ಮಾಡಲಾಯಿತು. ಅದರ ಫಲವಾಗಿ ಕಾರ್ಮಿಕರಿಗೆ ಕಾನೂನು ರಕ್ಷಣೆ ದೊರೆಯಿತು. ಇಂದಿನ ದಿನದಲ್ಲಿ ಸರ್ಕಾರದ ಯೋಜನೆಗಳ ಸದುಪಯೋಗ ಪಡೆದುಕೊಳ್ಳಬೇಕು ಎಂದರು. ಕಾರ್ಮಿಕರು ಸಂಘಟಿತರಾಗಿ ತಮ್ಮ ಹಕ್ಕುಗಳನ್ನು ಪಡೆಯಬೇಕು. ಕಾರ್ಮಿಕ ಇಲಾಖೆಯ ಮೂಲಕ ನೋಂದಣಿ ಮಾಡಿಕೊಂಡು ಸೌಲಭ್ಯಗಳನ್ನು ಪಡೆಯಬೇಕು ಎಂದು ತಿಳಿಸಿದರು. ಕಾರ್ಯಕ್ರಮದಲ್ಲಿ ಗ್ರಾಮ ಪಂಚಾಯತಿ ಅಧ್ಯಕ್ಷರು, ಸದಸ್ಯರು, ಕಾರ್ಮಿಕ ಸಂಘದ ಪದಾಧಿಕಾರಿಗಳು ಮತ್ತು ಗ್ರಾಮಸ್ಥರು ಉಪಸ್ಥಿತರಿದ್ದರು. (30, 217, 170, 360)
registration-mark: + (912, 39, 924, 55)
lead-headline: ಕಾರ್ಮಿಕರ ಶ್ರಮ ಗೌರವಿಸಬೇಕು - ನ್ಯಾ. ರಂಗನಾಥಸ್ವಾಮಿ (35, 146, 713, 191)
divider (26, 832, 214, 833)
divider (894, 68, 895, 96)
district-tags (318, 70, 663, 96)
column-divider (216, 506, 217, 1496)
mid-kalajnani-body (222, 1076, 464, 1178)
divider (734, 320, 924, 321)
mid-kalajnani-body-column (470, 954, 722, 1178)
right-bottom-body: ಕೊಪ್ಪಳ ಜೆಸ್ಕಾಂ ಉಪ ವಿಭಾಗ ವ್ಯಾಪ್ತಿಯ 110 ಕೆ.ವಿ ಕೊಪ್ಪಳ ಸ್ವೀಕರಣ ಕೇಂದ್ರದಲ್ಲಿ ತುರ್ತು ನಿರ್ವಹಣಾ ಕಾಮಗಾರಿ ಇರುವುದರಿಂದ ಮೇ 9 ರಂದು ಬೆಳಿಗ್ಗೆ 10 ಗಂಟೆಯಿಂದ ಸಂಜೆ 4 ಗಂಟೆಯವರೆಗೆ ನಗರದ ವಿವಿಧ ಪ್ರದೇಶಗಳಲ್ಲಿ ವಿದ್ಯುತ್ ವ್ಯತ್ಯಯವಾಗಲಿದೆ. ಗ್ರಾಹಕರು ಸಹಕರಿಸಬೇಕೆಂದು ಜೆಸ್ಕಾಂ ಪ್ರಕಟಣೆ ತಿಳಿಸಿದೆ. (736, 1326, 924, 1360)
right-vasavi-body: ಆರ್ಯವೈಶ್ಯ ಸಮಾಜದ ಕುಲದೇವತೆ ವಾಸವಿ ಅಮ್ಮನವರ ಜಯಂತಿ ನಿಮಿತ್ತ ಪಟ್ಟಣದ ಆರ್ಯವೈಶ್ಯ ಸಮಾಜ, ವಾಸವಿ ಯುವಕ ಸಂಘ, ವಾಸವಿ ಮಹಿಳಾ ಸಂಘಗಳ ಆಶ್ರಯದಲ್ಲಿ ಕುಂಭ, ಕಳಸದೊಂದಿಗೆ ವಾಸವಿ ದೇವಿಯ ಭಾವಚಿತ್ರದ ಭವ್ಯ ಮೆರವಣಿಗೆ ನಡೆಯಿತು. ಇದಕ್ಕೂ ಮುನ್ನ ದೇವಸ್ಥಾನದಲ್ಲಿ ಬೆಳಗಿನ ಜಾವ ಅಭಿಷೇಕ, ಕುಂಕುಮಾರ್ಚನೆ, ಪಂಚಾಮೃತ ಅಭಿಷೇಕ ಹಾಗೂ ವಿಶೇಷ ಪೂಜಾ ಕೈಂಕರ್ಯಗಳು ನೆರವೇರಿದವು. ಮೆರವಣಿಗೆಯಲ್ಲಿ ಮಹಿಳೆಯರು ಕೋಲಾಟ, ಭಜನೆ ಸೇರಿದಂತೆ ವಿವಿಧ ಸಾಂಸ್ಕೃತಿಕ ಕಾರ್ಯಕ್ರಮ ಪ್ರಸ್ತುತಪಡಿಸಿದರು. ಸಮಾಜದ ಪ್ರಮುಖರು ಪಾಲ್ಗೊಂಡಿದ್ದರು. (736, 854, 924, 913)
right-top-body: ಹನುಮಂತನ ಜನ್ಮಸ್ಥಳ ಅಂಜನಾದ್ರಿ ಅಭಿವೃದ್ಧಿ ಕುರಿತು ಇಂದು ಸಂಸದ ರಾಜಶೇಖರ ಹಿಟ್ನಾಳ ಅಧ್ಯಕ್ಷತೆಯಲ್ಲಿ ಸಭೆ ನಡೆಯಿತು. ಸಂಸದರ ಕಚೇರಿಯಲ್ಲಿ ನಡೆದ ಸಭೆಯಲ್ಲಿ ಅಧಿಕಾರಿಗಳು ಹಾಜರಿದ್ದು ಅಭಿವೃದ್ಧಿ ಕಾಮಗಾರಿಗಳ ಕುರಿತು ಚರ್ಚಿಸಲಾಯಿತು. ಮೂಲಸೌಕರ್ಯ ಒದಗಿಸುವ ಕುರಿತು ಸೂಚನೆ ನೀಡಲಾಯಿತು. (736, 248, 924, 282)
left-study-headline: ನಿರಂತರ ಅಭ್ಯಾಸದಿಂದ ಉತ್ತಮ ಸಾಧನೆ ಸಾಧ್ಯ - ಮಂಜುನಾಥ (26, 510, 187, 545)
students-photo (26, 554, 210, 630)
right-bottom-headline: ಇಂದು ಕೊಪ್ಪಳ ನಗರದ ವಿವಿಧೆಡೆ ವಿದ್ಯುತ್ ವ್ಯತ್ಯಯ (734, 1300, 897, 1311)
masthead-rule (22, 102, 922, 104)
site-links (178, 70, 318, 96)
twitter-text: twitter.com/@suddimoola22 (683, 84, 804, 94)
right-mid-headline: ಗಂಗಾವತಿಯಲ್ಲಿ ಶ್ರೀ ಕನ್ನಿಕಾ ಪರಮೇಶ್ವರಿ ದೇವಿಯ ಭವ್ಯ ಮೆರವಣಿಗೆ (734, 330, 921, 370)
facebook-text: facebook.com/Suddi Moola (685, 71, 800, 81)
